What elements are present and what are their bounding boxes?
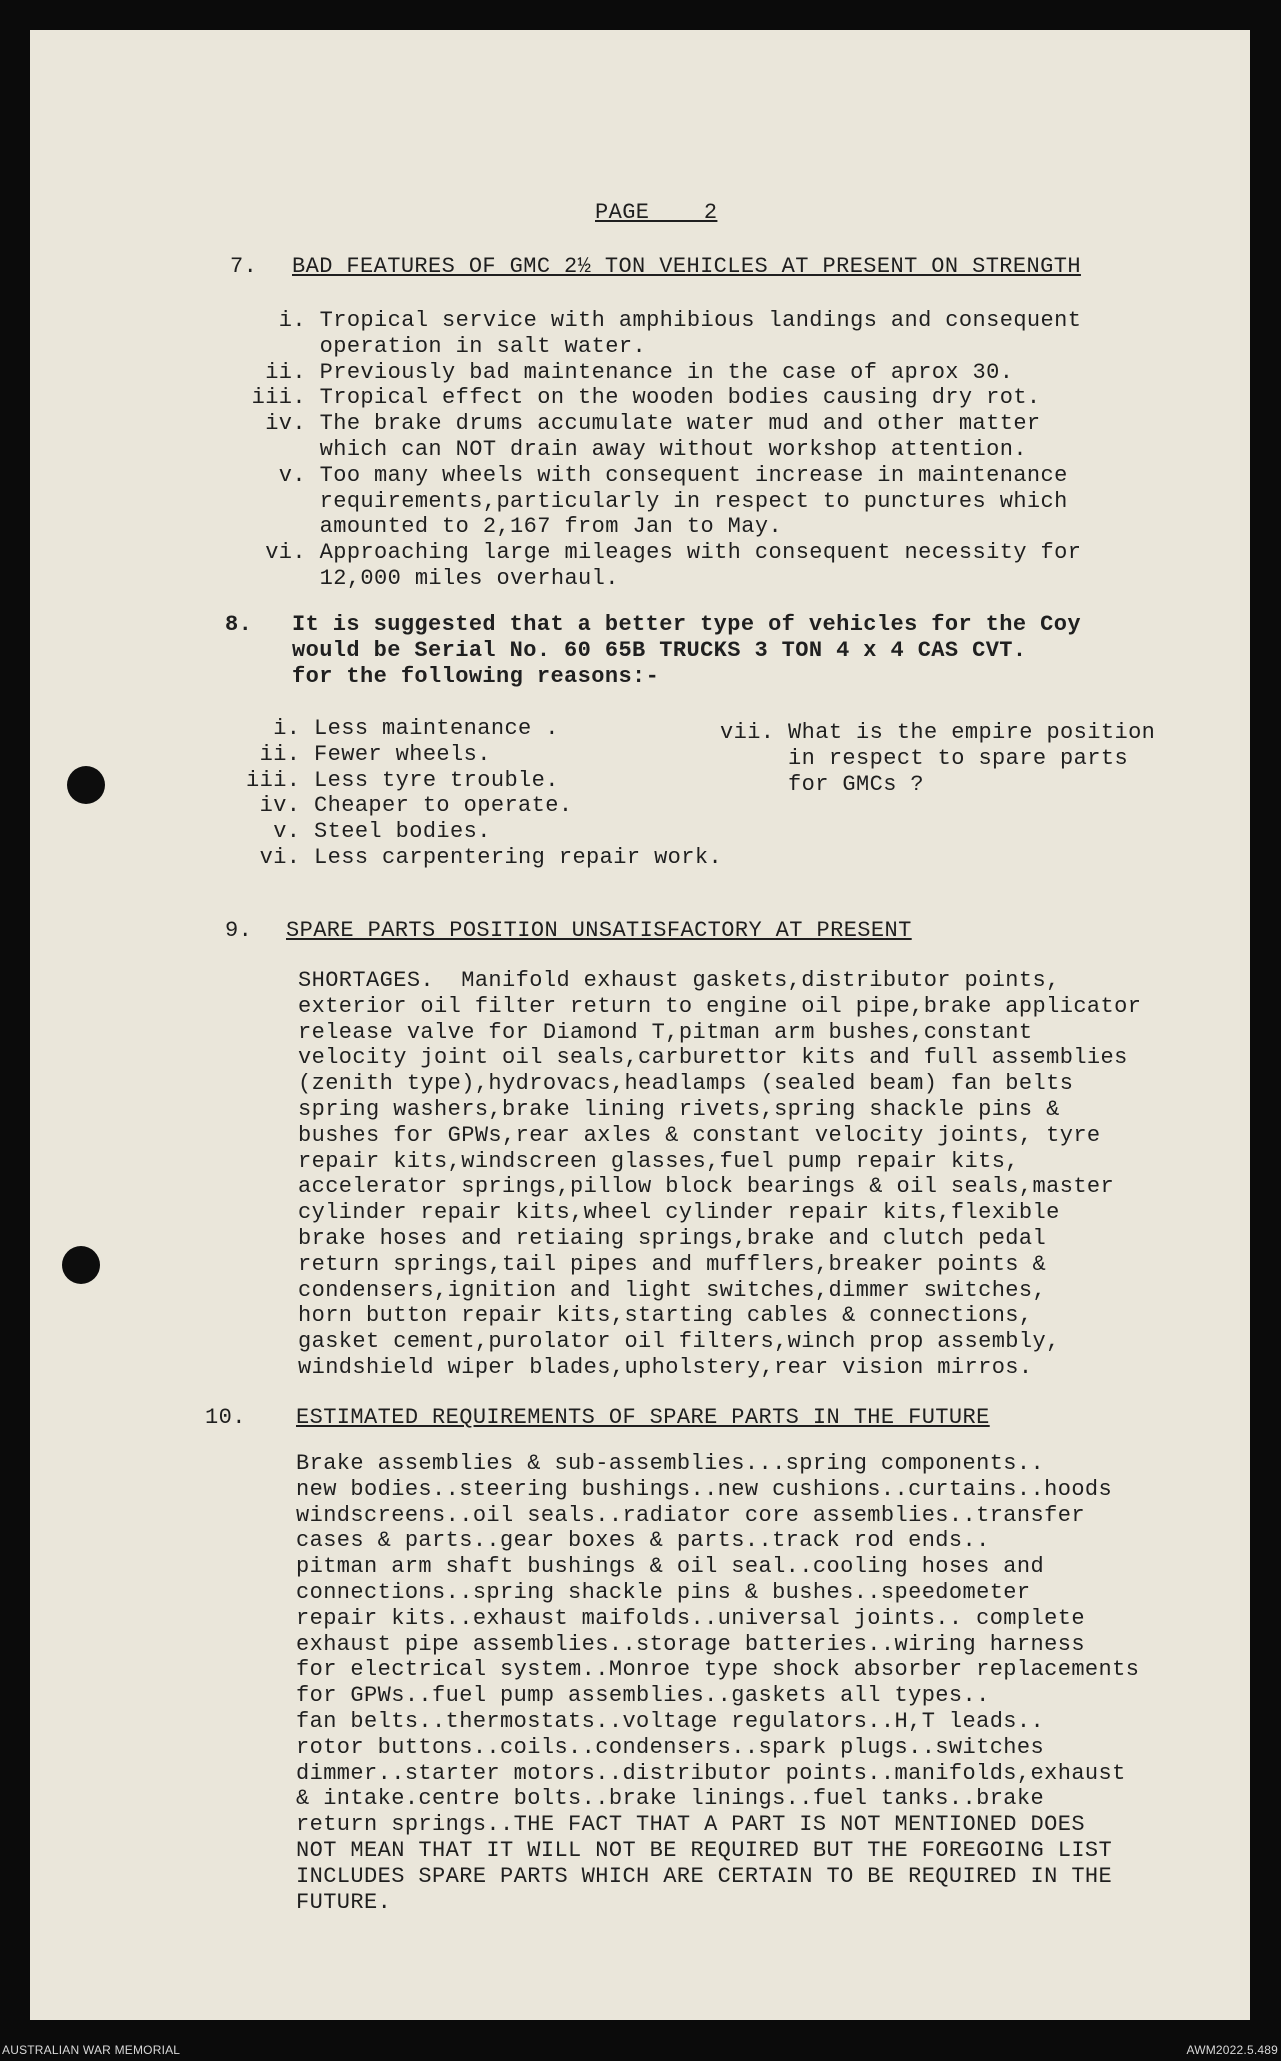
section-7-heading: BAD FEATURES OF GMC 2½ TON VEHICLES AT PRESENT ON STRENGTH <box>292 254 1081 279</box>
section-10-heading: ESTIMATED REQUIREMENTS OF SPARE PARTS IN THE FUTURE <box>296 1405 990 1430</box>
section-8-question: vii. What is the empire position in respect to spare parts for GMCs ? <box>720 720 1156 797</box>
page-number: PAGE 2 <box>595 200 718 225</box>
document-page <box>30 30 1250 2020</box>
footer-reference: AWM2022.5.489 <box>1186 2043 1278 2057</box>
footer-institution: AUSTRALIAN WAR MEMORIAL <box>2 2043 181 2057</box>
section-10-requirements: Brake assemblies & sub-assemblies...spring components.. new bodies..steering bushings..new cushions..curtains..hoods windscreens..oil seals..radiator core assemblies..transfer cases & parts..gear boxes & parts..track rod ends.. pitman arm shaft bushings & oil seal..cooling hoses and connections..spring shackle pins & bushes..speedometer repair kits..exhaust maifolds..universal joints.. complete exhaust pipe assemblies..storage batteries..wiring harness for electrical system..Monroe type shock absorber replacements for GPWs..fuel pump assemblies..gaskets all types.. fan belts..thermostats..voltage regulators..H,T leads.. rotor buttons..coils..condensers..spark plugs..switches dimmer..starter motors..distributor points..manifolds,exhaust & intake.centre bolts..brake linings..fuel tanks..brake return springs..THE FACT THAT A PART IS NOT MENTIONED DOES NOT MEAN THAT IT WILL NOT BE REQUIRED BUT THE FOREGOING LIST INCLUDES SPARE PARTS WHICH ARE CERTAIN TO BE REQUIRED IN THE FUTURE. <box>296 1451 1140 1915</box>
section-7-number: 7. <box>230 254 258 279</box>
section-7-items: i. Tropical service with amphibious landings and consequent operation in salt water. ii. Previously bad maintenance in the case of aprox 30. iii. Tropical effect on the wooden bodies causing dry rot. iv. The brake drums accumulate water mud and other matter which can NOT drain away without workshop attention. v. Too many wheels with consequent increase in maintenance requirements,particularly in respect to punctures which amounted to 2,167 from Jan to May. vi. Approaching large mileages with consequent necessity for 12,000 miles overhaul. <box>251 308 1082 591</box>
section-9-heading: SPARE PARTS POSITION UNSATISFACTORY AT PRESENT <box>286 918 912 943</box>
section-8-text: It is suggested that a better type of vehicles for the Coy would be Serial No. 60 65B TRUCKS 3 TON 4 x 4 CAS CVT. for the following reasons:- <box>292 612 1081 689</box>
section-8-number: 8. <box>225 612 253 637</box>
section-8-reasons-list: i. Less maintenance . ii. Fewer wheels. iii. Less tyre trouble. iv. Cheaper to operate. v. Steel bodies. vi. Less carpentering repair work. <box>246 716 723 870</box>
section-10-number: 10. <box>205 1405 246 1430</box>
section-9-number: 9. <box>225 918 253 943</box>
section-9-shortages: SHORTAGES. Manifold exhaust gaskets,distributor points, exterior oil filter return to engine oil pipe,brake applicator release valve for Diamond T,pitman arm bushes,constant velocity joint oil seals,carburettor kits and full assemblies (zenith type),hydrovacs,headlamps (sealed beam) fan belts spring washers,brake lining rivets,spring shackle pins & bushes for GPWs,rear axles & constant velocity joints, tyre repair kits,windscreen glasses,fuel pump repair kits, accelerator springs,pillow block bearings & oil seals,master cylinder repair kits,wheel cylinder repair kits,flexible brake hoses and retiaing springs,brake and clutch pedal return springs,tail pipes and mufflers,breaker points & condensers,ignition and light switches,dimmer switches, horn button repair kits,starting cables & connections, gasket cement,purolator oil filters,winch prop assembly, windshield wiper blades,upholstery,rear vision mirros. <box>298 968 1142 1380</box>
punch-hole-top <box>67 766 105 804</box>
punch-hole-bottom <box>62 1246 100 1284</box>
